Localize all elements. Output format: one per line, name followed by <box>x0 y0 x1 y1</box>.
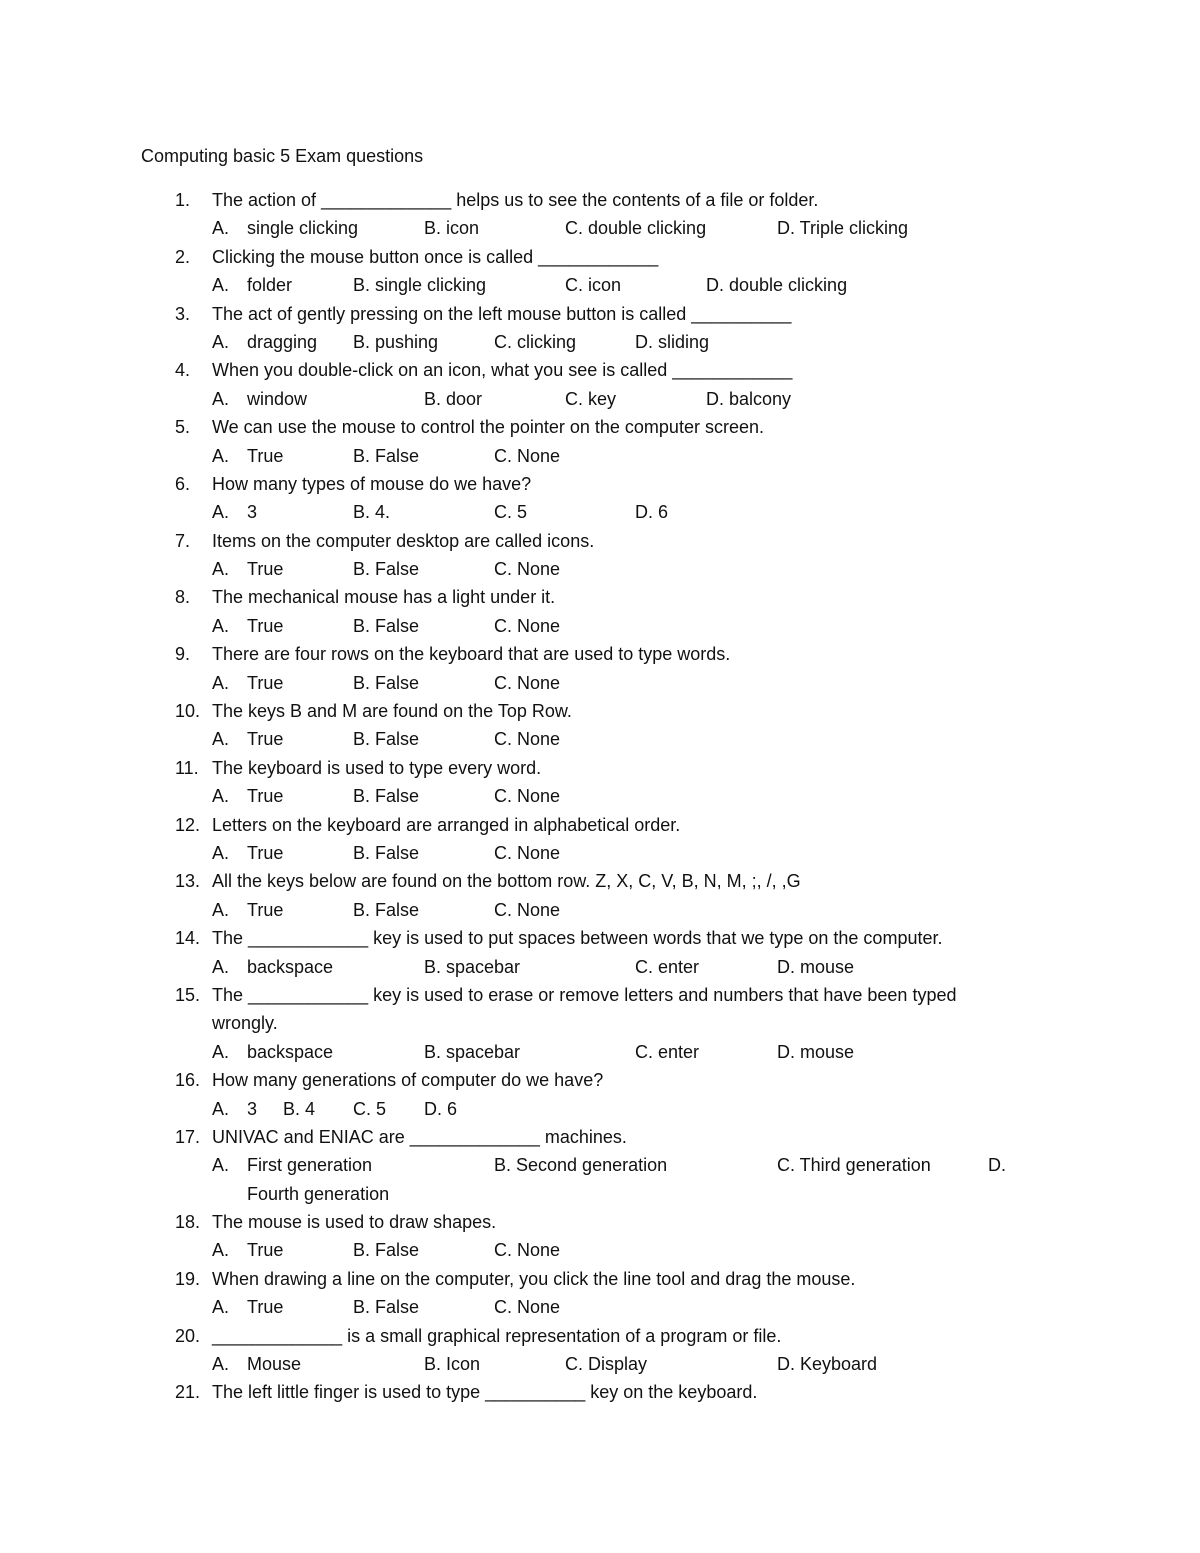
question-text: The keys B and M are found on the Top Row. <box>212 701 572 722</box>
question-text: wrongly. <box>212 1013 278 1034</box>
answer-option: D. double clicking <box>706 275 848 296</box>
question-line <box>0 697 1200 725</box>
options-row <box>0 669 1200 697</box>
question-text: How many generations of computer do we have? <box>212 1070 604 1091</box>
answer-option: C. 5 <box>494 502 528 523</box>
options-row <box>0 214 1200 242</box>
answer-option: D. balcony <box>706 388 792 409</box>
answer-option: 3 <box>247 502 258 523</box>
question-text: There are four rows on the keyboard that are used to type words. <box>212 644 731 665</box>
answer-option: D. mouse <box>777 956 855 977</box>
question-item <box>0 1208 1200 1265</box>
question-number: 11. <box>175 757 199 778</box>
option-letter: A. <box>212 1098 230 1119</box>
options-row-continued <box>0 1180 1200 1208</box>
question-text: We can use the mouse to control the pointer on the computer screen. <box>212 417 764 438</box>
question-line <box>0 1208 1200 1236</box>
question-number: 21. <box>175 1382 201 1403</box>
question-line <box>0 413 1200 441</box>
answer-option: True <box>247 786 284 807</box>
option-letter: A. <box>212 1155 230 1176</box>
question-number: 8. <box>175 587 191 608</box>
answer-option: C. None <box>494 672 561 693</box>
question-line <box>0 1123 1200 1151</box>
question-item <box>0 981 1200 1066</box>
question-number: 1. <box>175 190 191 210</box>
question-line <box>0 300 1200 328</box>
options-row <box>0 612 1200 640</box>
option-letter: A. <box>212 1354 230 1375</box>
question-item <box>0 186 1200 243</box>
option-letter: A. <box>212 388 230 409</box>
options-row <box>0 328 1200 356</box>
question-number: 15. <box>175 984 201 1005</box>
question-text: Items on the computer desktop are called icons. <box>212 530 595 551</box>
question-text: Clicking the mouse button once is called ____________ <box>212 246 659 267</box>
question-line <box>0 754 1200 782</box>
question-line <box>0 356 1200 384</box>
answer-option: B. Second generation <box>494 1155 668 1176</box>
question-line <box>0 1378 1200 1406</box>
answer-option: C. None <box>494 899 561 920</box>
options-row <box>0 1038 1200 1066</box>
answer-option: B. False <box>353 1297 420 1318</box>
question-text: The keyboard is used to type every word. <box>212 757 542 778</box>
question-line <box>0 1265 1200 1293</box>
question-line <box>0 811 1200 839</box>
question-number: 13. <box>175 871 201 892</box>
answer-option: D. mouse <box>777 1041 855 1062</box>
option-letter: A. <box>212 956 230 977</box>
answer-option: C. None <box>494 786 561 807</box>
answer-option: B. icon <box>424 218 480 239</box>
answer-option: D. Triple clicking <box>777 218 909 239</box>
answer-option: D. 6 <box>635 502 669 523</box>
options-row <box>0 1151 1200 1179</box>
question-line <box>0 1322 1200 1350</box>
answer-option: Fourth generation <box>247 1183 390 1204</box>
answer-option: C. None <box>494 445 561 466</box>
answer-option: True <box>247 445 284 466</box>
answer-option: backspace <box>247 956 334 977</box>
question-number: 9. <box>175 644 191 665</box>
option-letter: A. <box>212 1297 230 1318</box>
question-text: When drawing a line on the computer, you click the line tool and drag the mouse. <box>212 1268 856 1289</box>
question-number: 17. <box>175 1126 201 1147</box>
answer-option: B. Icon <box>424 1354 481 1375</box>
answer-option: C. key <box>565 388 617 409</box>
answer-option: C. enter <box>635 1041 700 1062</box>
answer-option: C. None <box>494 842 561 863</box>
question-text: All the keys below are found on the bottom row. Z, X, C, V, B, N, M, ;, /, ,G <box>212 871 801 892</box>
question-line <box>0 924 1200 952</box>
question-number: 19. <box>175 1268 201 1289</box>
option-letter: A. <box>212 615 230 636</box>
question-number: 2. <box>175 246 191 267</box>
answer-option: Mouse <box>247 1354 302 1375</box>
question-number: 5. <box>175 417 191 438</box>
answer-option: B. single clicking <box>353 275 487 296</box>
answer-option: window <box>247 388 308 409</box>
answer-option: B. spacebar <box>424 956 521 977</box>
answer-option: C. None <box>494 615 561 636</box>
question-item <box>0 413 1200 470</box>
option-letter: A. <box>212 445 230 466</box>
answer-option: B. False <box>353 729 420 750</box>
question-line-continued <box>0 1009 1200 1037</box>
options-row <box>0 839 1200 867</box>
answer-option: C. double clicking <box>565 218 707 239</box>
question-text: The left little finger is used to type __________ key on the keyboard. <box>212 1382 758 1403</box>
option-letter: A. <box>212 559 230 580</box>
answer-option: folder <box>247 275 293 296</box>
question-item <box>0 470 1200 527</box>
question-number: 16. <box>175 1070 201 1091</box>
question-item <box>0 527 1200 584</box>
answer-option: True <box>247 672 284 693</box>
answer-option: B. spacebar <box>424 1041 521 1062</box>
question-text: _____________ is a small graphical representation of a program or file. <box>212 1325 782 1346</box>
question-item <box>0 1322 1200 1379</box>
option-letter: A. <box>212 331 230 352</box>
question-item <box>0 1265 1200 1322</box>
page-title: Computing basic 5 Exam questions <box>141 146 424 166</box>
options-row <box>0 896 1200 924</box>
question-text: How many types of mouse do we have? <box>212 473 532 494</box>
question-item <box>0 1378 1200 1406</box>
answer-option: B. False <box>353 1240 420 1261</box>
answer-option: B. False <box>353 786 420 807</box>
question-line <box>0 527 1200 555</box>
answer-option: B. False <box>353 899 420 920</box>
answer-option: True <box>247 1297 284 1318</box>
question-number: 7. <box>175 530 191 551</box>
question-number: 6. <box>175 473 191 494</box>
answer-option: First generation <box>247 1155 373 1176</box>
question-text: The act of gently pressing on the left mouse button is called __________ <box>212 303 792 324</box>
answer-option: B. False <box>353 842 420 863</box>
answer-option: True <box>247 559 284 580</box>
question-item <box>0 1123 1200 1208</box>
answer-option: backspace <box>247 1041 334 1062</box>
answer-option: C. 5 <box>353 1098 387 1119</box>
answer-option: C. enter <box>635 956 700 977</box>
options-row <box>0 385 1200 413</box>
answer-option: B. False <box>353 672 420 693</box>
question-number: 3. <box>175 303 191 324</box>
question-number: 18. <box>175 1212 201 1233</box>
question-item <box>0 640 1200 697</box>
question-item <box>0 867 1200 924</box>
question-item <box>0 924 1200 981</box>
option-letter: A. <box>212 899 230 920</box>
answer-option: B. False <box>353 559 420 580</box>
question-text: The mouse is used to draw shapes. <box>212 1212 497 1233</box>
question-line <box>0 186 1200 214</box>
answer-option: single clicking <box>247 218 359 239</box>
answer-option: B. False <box>353 615 420 636</box>
question-line <box>0 640 1200 668</box>
question-line <box>0 583 1200 611</box>
options-row <box>0 953 1200 981</box>
option-letter: A. <box>212 275 230 296</box>
answer-option: True <box>247 729 284 750</box>
answer-option: B. door <box>424 388 483 409</box>
answer-option: dragging <box>247 331 318 352</box>
question-number: 14. <box>175 928 201 949</box>
question-line <box>0 867 1200 895</box>
option-letter: A. <box>212 786 230 807</box>
question-item <box>0 1066 1200 1123</box>
answer-option: True <box>247 615 284 636</box>
answer-option: True <box>247 899 284 920</box>
question-item <box>0 811 1200 868</box>
answer-option: True <box>247 1240 284 1261</box>
question-item <box>0 300 1200 357</box>
options-row <box>0 1236 1200 1264</box>
question-text: UNIVAC and ENIAC are _____________ machines. <box>212 1126 627 1147</box>
answer-option: C. None <box>494 729 561 750</box>
option-letter: A. <box>212 842 230 863</box>
question-text: The ____________ key is used to put spaces between words that we type on the computer. <box>212 928 943 949</box>
option-letter: A. <box>212 1041 230 1062</box>
option-letter: A. <box>212 672 230 693</box>
question-text: Letters on the keyboard are arranged in alphabetical order. <box>212 814 681 835</box>
answer-option: C. clicking <box>494 331 577 352</box>
options-row <box>0 725 1200 753</box>
question-item <box>0 697 1200 754</box>
option-letter: A. <box>212 218 230 239</box>
option-letter: A. <box>212 502 230 523</box>
answer-option: D. sliding <box>635 331 710 352</box>
options-row <box>0 782 1200 810</box>
answer-option: True <box>247 842 284 863</box>
question-item <box>0 583 1200 640</box>
question-text: The ____________ key is used to erase or remove letters and numbers that have been typed <box>212 984 957 1005</box>
options-row <box>0 555 1200 583</box>
question-line <box>0 470 1200 498</box>
answer-option: D. <box>988 1155 1006 1176</box>
question-text: The action of _____________ helps us to see the contents of a file or folder. <box>212 190 819 210</box>
answer-option: 3 <box>247 1098 258 1119</box>
question-text: The mechanical mouse has a light under it. <box>212 587 556 608</box>
question-number: 10. <box>175 701 201 722</box>
question-item <box>0 243 1200 300</box>
answer-option: D. Keyboard <box>777 1354 878 1375</box>
answer-option: C. None <box>494 559 561 580</box>
question-list <box>0 186 1200 1407</box>
option-letter: A. <box>212 729 230 750</box>
answer-option: C. None <box>494 1240 561 1261</box>
answer-option: B. pushing <box>353 331 439 352</box>
question-number: 20. <box>175 1325 201 1346</box>
answer-option: B. 4. <box>353 502 391 523</box>
options-row <box>0 1350 1200 1378</box>
answer-option: B. 4 <box>283 1098 316 1119</box>
options-row <box>0 271 1200 299</box>
answer-option: C. icon <box>565 275 622 296</box>
options-row <box>0 1095 1200 1123</box>
option-letter: A. <box>212 1240 230 1261</box>
question-line <box>0 1066 1200 1094</box>
question-number: 12. <box>175 814 201 835</box>
options-row <box>0 1293 1200 1321</box>
answer-option: C. None <box>494 1297 561 1318</box>
answer-option: B. False <box>353 445 420 466</box>
answer-option: D. 6 <box>424 1098 458 1119</box>
options-row <box>0 498 1200 526</box>
question-item <box>0 356 1200 413</box>
question-item <box>0 754 1200 811</box>
answer-option: C. Third generation <box>777 1155 931 1176</box>
question-number: 4. <box>175 360 191 381</box>
question-line <box>0 243 1200 271</box>
answer-option: C. Display <box>565 1354 648 1375</box>
options-row <box>0 442 1200 470</box>
question-text: When you double-click on an icon, what you see is called ____________ <box>212 360 793 381</box>
question-line <box>0 981 1200 1009</box>
